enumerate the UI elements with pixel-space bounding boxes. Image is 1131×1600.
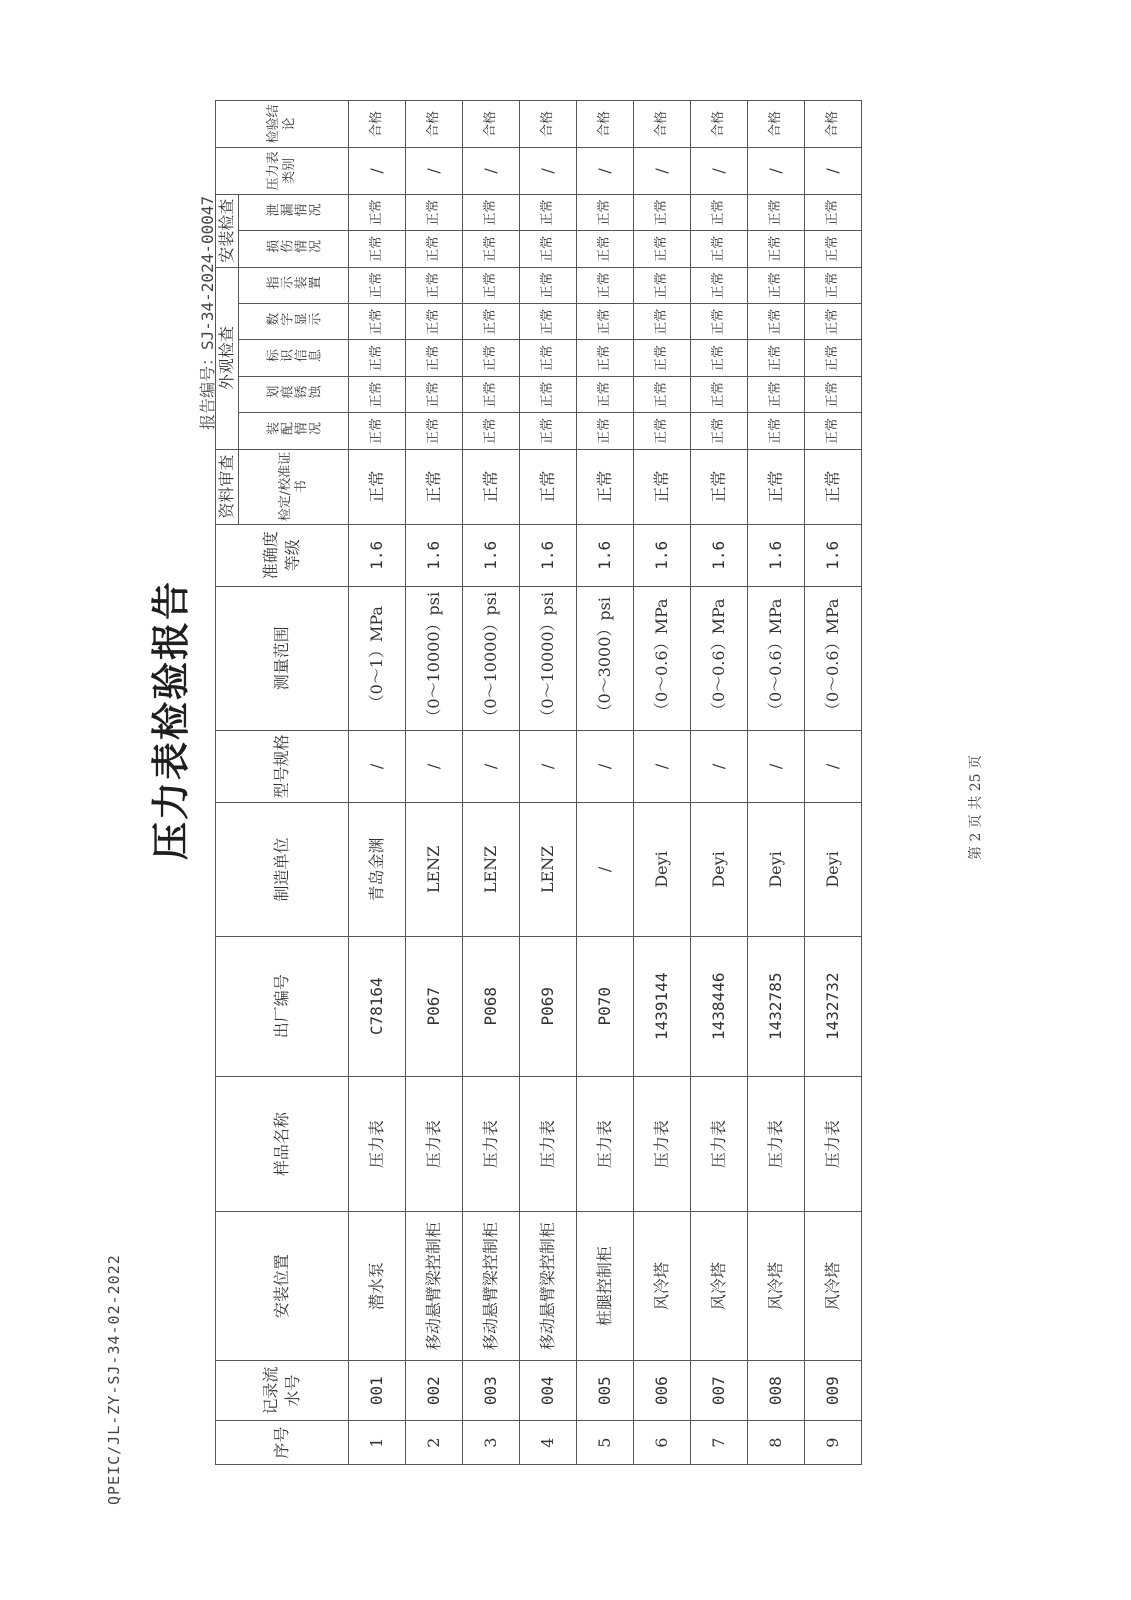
- cell-range: （0～0.6）MPa: [634, 586, 691, 730]
- cell-manufacturer: Deyi: [748, 803, 805, 936]
- cell-assembly: 正常: [577, 413, 634, 449]
- cell-manufacturer: Deyi: [805, 803, 862, 936]
- cell-pointer: 正常: [748, 267, 805, 303]
- cell-range: （0～0.6）MPa: [691, 586, 748, 730]
- cell-assembly: 正常: [691, 413, 748, 449]
- cell-assembly: 正常: [520, 413, 577, 449]
- cell-location: 移动悬臂梁控制柜: [463, 1212, 520, 1361]
- col-location: 安装位置: [216, 1212, 349, 1361]
- cell-record-no: 008: [748, 1360, 805, 1420]
- cell-sample-name: 压力表: [805, 1076, 862, 1211]
- cell-seq: 7: [691, 1421, 748, 1465]
- cell-conclusion: 合格: [463, 101, 520, 148]
- cell-damage: 正常: [520, 231, 577, 267]
- cell-digital: 正常: [406, 304, 463, 340]
- cell-damage: 正常: [463, 231, 520, 267]
- col-range: 测量范围: [216, 586, 349, 730]
- col-data-review: 资料审查: [216, 449, 239, 524]
- cell-location: 移动悬臂梁控制柜: [406, 1212, 463, 1361]
- col-cert: 检定/校准证书: [239, 449, 349, 524]
- col-install-check: 安装检查: [216, 194, 239, 267]
- cell-sample-name: 压力表: [691, 1076, 748, 1211]
- cell-marking: 正常: [520, 340, 577, 376]
- cell-rust: 正常: [406, 376, 463, 412]
- col-sample-name: 样品名称: [216, 1076, 349, 1211]
- cell-factory-no: 1438446: [691, 936, 748, 1076]
- cell-conclusion: 合格: [748, 101, 805, 148]
- cell-conclusion: 合格: [634, 101, 691, 148]
- table-row: [805, 101, 862, 1465]
- cell-pointer: 正常: [691, 267, 748, 303]
- cell-leak: 正常: [805, 194, 862, 230]
- cell-rust: 正常: [634, 376, 691, 412]
- cell-location: 桩腿控制柜: [577, 1212, 634, 1361]
- cell-manufacturer: Deyi: [691, 803, 748, 936]
- cell-gauge-type: /: [805, 147, 862, 194]
- cell-gauge-type: /: [634, 147, 691, 194]
- cell-leak: 正常: [634, 194, 691, 230]
- col-seq: 序号: [216, 1421, 349, 1465]
- cell-location: 风冷塔: [805, 1212, 862, 1361]
- col-rust: 划痕锈蚀: [239, 376, 349, 412]
- table-row: [577, 101, 634, 1465]
- cell-factory-no: P070: [577, 936, 634, 1076]
- cell-sample-name: 压力表: [748, 1076, 805, 1211]
- cell-pointer: 正常: [406, 267, 463, 303]
- col-assembly: 装配情况: [239, 413, 349, 449]
- cell-accuracy: 1.6: [520, 524, 577, 586]
- cell-pointer: 正常: [520, 267, 577, 303]
- cell-marking: 正常: [577, 340, 634, 376]
- cell-record-no: 004: [520, 1360, 577, 1420]
- cell-record-no: 003: [463, 1360, 520, 1420]
- cell-digital: 正常: [463, 304, 520, 340]
- cell-model: /: [349, 730, 406, 803]
- cell-conclusion: 合格: [520, 101, 577, 148]
- cell-factory-no: P068: [463, 936, 520, 1076]
- cell-leak: 正常: [349, 194, 406, 230]
- cell-damage: 正常: [634, 231, 691, 267]
- cell-pointer: 正常: [805, 267, 862, 303]
- cell-model: /: [691, 730, 748, 803]
- cell-rust: 正常: [748, 376, 805, 412]
- cell-seq: 8: [748, 1421, 805, 1465]
- cell-leak: 正常: [520, 194, 577, 230]
- cell-marking: 正常: [805, 340, 862, 376]
- cell-sample-name: 压力表: [577, 1076, 634, 1211]
- cell-sample-name: 压力表: [349, 1076, 406, 1211]
- cell-accuracy: 1.6: [748, 524, 805, 586]
- cell-digital: 正常: [805, 304, 862, 340]
- cell-cert: 正常: [520, 449, 577, 524]
- cell-seq: 1: [349, 1421, 406, 1465]
- cell-marking: 正常: [406, 340, 463, 376]
- cell-leak: 正常: [748, 194, 805, 230]
- cell-seq: 6: [634, 1421, 691, 1465]
- cell-pointer: 正常: [577, 267, 634, 303]
- cell-range: （0～10000）psi: [463, 586, 520, 730]
- cell-model: /: [805, 730, 862, 803]
- col-appearance: 外观检查: [216, 267, 239, 449]
- cell-cert: 正常: [406, 449, 463, 524]
- cell-range: （0～1）MPa: [349, 586, 406, 730]
- cell-accuracy: 1.6: [805, 524, 862, 586]
- cell-rust: 正常: [805, 376, 862, 412]
- cell-gauge-type: /: [577, 147, 634, 194]
- cell-assembly: 正常: [463, 413, 520, 449]
- col-pointer: 指示装置: [239, 267, 349, 303]
- cell-marking: 正常: [691, 340, 748, 376]
- cell-location: 移动悬臂梁控制柜: [520, 1212, 577, 1361]
- col-marking: 标识信息: [239, 340, 349, 376]
- cell-accuracy: 1.6: [691, 524, 748, 586]
- col-record-no: 记录流水号: [216, 1360, 349, 1420]
- cell-accuracy: 1.6: [349, 524, 406, 586]
- cell-damage: 正常: [691, 231, 748, 267]
- cell-rust: 正常: [349, 376, 406, 412]
- cell-range: （0～10000）psi: [406, 586, 463, 730]
- cell-location: 风冷塔: [634, 1212, 691, 1361]
- cell-assembly: 正常: [634, 413, 691, 449]
- cell-pointer: 正常: [349, 267, 406, 303]
- cell-damage: 正常: [577, 231, 634, 267]
- cell-manufacturer: LENZ: [406, 803, 463, 936]
- table-row: [406, 101, 463, 1465]
- cell-model: /: [748, 730, 805, 803]
- cell-conclusion: 合格: [805, 101, 862, 148]
- cell-rust: 正常: [691, 376, 748, 412]
- cell-conclusion: 合格: [577, 101, 634, 148]
- cell-gauge-type: /: [520, 147, 577, 194]
- cell-model: /: [634, 730, 691, 803]
- table-row: [748, 101, 805, 1465]
- cell-range: （0～10000）psi: [520, 586, 577, 730]
- cell-record-no: 006: [634, 1360, 691, 1420]
- cell-factory-no: 1439144: [634, 936, 691, 1076]
- cell-location: 风冷塔: [691, 1212, 748, 1361]
- page-title: 压力表检验报告: [149, 579, 193, 860]
- cell-seq: 4: [520, 1421, 577, 1465]
- cell-gauge-type: /: [691, 147, 748, 194]
- cell-model: /: [406, 730, 463, 803]
- cell-range: （0～3000）psi: [577, 586, 634, 730]
- cell-sample-name: 压力表: [634, 1076, 691, 1211]
- cell-digital: 正常: [577, 304, 634, 340]
- cell-digital: 正常: [634, 304, 691, 340]
- table-row: [691, 101, 748, 1465]
- cell-cert: 正常: [748, 449, 805, 524]
- form-code: QPEIC/JL-ZY-SJ-34-02-2022: [105, 1254, 123, 1505]
- cell-cert: 正常: [349, 449, 406, 524]
- cell-seq: 2: [406, 1421, 463, 1465]
- cell-conclusion: 合格: [349, 101, 406, 148]
- cell-sample-name: 压力表: [520, 1076, 577, 1211]
- cell-factory-no: P069: [520, 936, 577, 1076]
- cell-gauge-type: /: [463, 147, 520, 194]
- cell-record-no: 009: [805, 1360, 862, 1420]
- cell-cert: 正常: [805, 449, 862, 524]
- cell-conclusion: 合格: [691, 101, 748, 148]
- cell-accuracy: 1.6: [463, 524, 520, 586]
- cell-range: （0～0.6）MPa: [748, 586, 805, 730]
- inspection-table: [215, 100, 862, 1465]
- cell-marking: 正常: [748, 340, 805, 376]
- cell-factory-no: 1432785: [748, 936, 805, 1076]
- col-model: 型号规格: [216, 730, 349, 803]
- cell-model: /: [577, 730, 634, 803]
- cell-digital: 正常: [748, 304, 805, 340]
- col-gauge-type: 压力表类别: [216, 147, 349, 194]
- col-accuracy: 准确度等级: [216, 524, 349, 586]
- cell-accuracy: 1.6: [406, 524, 463, 586]
- cell-record-no: 005: [577, 1360, 634, 1420]
- cell-leak: 正常: [691, 194, 748, 230]
- cell-conclusion: 合格: [406, 101, 463, 148]
- table-row: [463, 101, 520, 1465]
- cell-gauge-type: /: [748, 147, 805, 194]
- cell-digital: 正常: [349, 304, 406, 340]
- cell-cert: 正常: [691, 449, 748, 524]
- cell-sample-name: 压力表: [463, 1076, 520, 1211]
- cell-assembly: 正常: [748, 413, 805, 449]
- cell-factory-no: C78164: [349, 936, 406, 1076]
- table-row: [349, 101, 406, 1465]
- cell-range: （0～0.6）MPa: [805, 586, 862, 730]
- cell-cert: 正常: [634, 449, 691, 524]
- col-leak: 泄漏情况: [239, 194, 349, 230]
- cell-rust: 正常: [463, 376, 520, 412]
- cell-manufacturer: LENZ: [463, 803, 520, 936]
- cell-seq: 3: [463, 1421, 520, 1465]
- cell-seq: 5: [577, 1421, 634, 1465]
- cell-gauge-type: /: [406, 147, 463, 194]
- cell-marking: 正常: [463, 340, 520, 376]
- cell-digital: 正常: [520, 304, 577, 340]
- col-conclusion: 检验结论: [216, 101, 349, 148]
- cell-rust: 正常: [577, 376, 634, 412]
- cell-pointer: 正常: [463, 267, 520, 303]
- cell-accuracy: 1.6: [577, 524, 634, 586]
- cell-damage: 正常: [805, 231, 862, 267]
- cell-model: /: [463, 730, 520, 803]
- cell-cert: 正常: [463, 449, 520, 524]
- cell-damage: 正常: [406, 231, 463, 267]
- cell-manufacturer: LENZ: [520, 803, 577, 936]
- cell-location: 风冷塔: [748, 1212, 805, 1361]
- cell-marking: 正常: [349, 340, 406, 376]
- cell-model: /: [520, 730, 577, 803]
- cell-factory-no: P067: [406, 936, 463, 1076]
- col-digital: 数字显示: [239, 304, 349, 340]
- cell-assembly: 正常: [805, 413, 862, 449]
- cell-gauge-type: /: [349, 147, 406, 194]
- cell-record-no: 007: [691, 1360, 748, 1420]
- cell-leak: 正常: [463, 194, 520, 230]
- table-row: [520, 101, 577, 1465]
- cell-assembly: 正常: [349, 413, 406, 449]
- cell-manufacturer: Deyi: [634, 803, 691, 936]
- col-factory-no: 出厂编号: [216, 936, 349, 1076]
- cell-sample-name: 压力表: [406, 1076, 463, 1211]
- cell-manufacturer: 青岛金渊: [349, 803, 406, 936]
- cell-record-no: 001: [349, 1360, 406, 1420]
- cell-location: 潜水泵: [349, 1212, 406, 1361]
- cell-damage: 正常: [349, 231, 406, 267]
- cell-assembly: 正常: [406, 413, 463, 449]
- report-number: 报告编号：SJ-34-2024-00047: [198, 195, 217, 430]
- cell-accuracy: 1.6: [634, 524, 691, 586]
- cell-damage: 正常: [748, 231, 805, 267]
- cell-pointer: 正常: [634, 267, 691, 303]
- col-manufacturer: 制造单位: [216, 803, 349, 936]
- cell-manufacturer: /: [577, 803, 634, 936]
- page-number: 第 2 页 共 25 页: [968, 755, 984, 860]
- cell-marking: 正常: [634, 340, 691, 376]
- cell-rust: 正常: [520, 376, 577, 412]
- col-damage: 损伤情况: [239, 231, 349, 267]
- cell-record-no: 002: [406, 1360, 463, 1420]
- cell-cert: 正常: [577, 449, 634, 524]
- cell-digital: 正常: [691, 304, 748, 340]
- cell-leak: 正常: [577, 194, 634, 230]
- table-row: [634, 101, 691, 1465]
- cell-seq: 9: [805, 1421, 862, 1465]
- cell-factory-no: 1432732: [805, 936, 862, 1076]
- cell-leak: 正常: [406, 194, 463, 230]
